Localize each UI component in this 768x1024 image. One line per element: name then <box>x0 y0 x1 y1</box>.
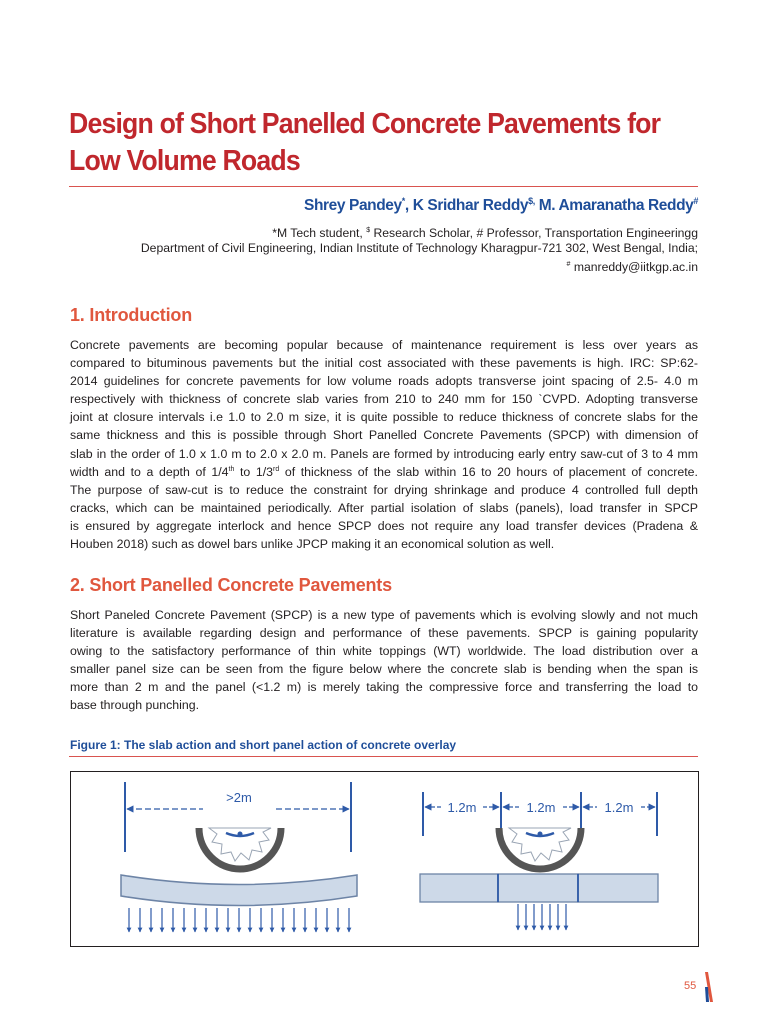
text-line: same thickness and this is possible through Short Panelled Concrete Pavements (SPCP) with dimension of <box>70 428 698 443</box>
title-underline <box>69 186 698 187</box>
paper-title <box>69 106 661 180</box>
text-line: Short Paneled Concrete Pavement (SPCP) is a new type of pavements which is evolving slowly and not much <box>70 608 698 622</box>
caption-underline <box>69 756 698 757</box>
email-mark: # <box>566 261 571 268</box>
left-wheel-centre <box>238 832 243 837</box>
slab-action-diagram <box>71 772 698 946</box>
ordinal-suffix: rd <box>273 465 280 473</box>
affiliation-roles-mark: $ <box>366 227 371 234</box>
figure-1 <box>70 771 699 947</box>
left-span-label: >2m <box>226 790 252 805</box>
text-line: slab in the order of 1.0 x 1.0 m to 2.0 x 2.0 m. Panels are formed by introducing early entry saw-cut of 3 to 4 mm <box>70 446 698 461</box>
left-slab-panel <box>121 782 357 932</box>
author-1: Shrey Pandey <box>304 197 402 215</box>
text-line: base through punching. <box>70 698 200 713</box>
text-fragment: of thickness of the slab within 16 to 20 hours of placement of concrete. <box>279 464 698 479</box>
section-1-heading: 1. Introduction <box>70 305 192 325</box>
text-line: more than 2 m and the panel (<1.2 m) is merely taking the compressive force and transferring the load to <box>70 680 698 695</box>
affiliation-department: Department of Civil Engineering, Indian Institute of Technology Kharagpur-721 302, West Bengal, India; <box>140 241 698 255</box>
section-2-heading: 2. Short Panelled Concrete Pavements <box>70 575 392 595</box>
right-reaction-arrows <box>518 904 566 930</box>
affiliation-email <box>38 256 698 276</box>
section-2-paragraph <box>70 606 698 715</box>
text-line: respectively with thickness of concrete slab varies from 210 to 240 mm for 150 `CVPD. Adopting transverse <box>70 392 698 407</box>
author-1-mark: * <box>401 196 405 206</box>
text-line: literature is available regarding design and performance of these pavements. SPCP is gaining popularity <box>70 626 698 641</box>
text-line: The purpose of saw-cut is to reduce the constraint for drying shrinkage and produce 4 controlled full depth <box>70 482 698 497</box>
text-line <box>70 463 698 481</box>
panel-2-label: 1.2m <box>526 800 556 815</box>
text-line: Houben 2018) such as dowel bars unlike JPCP making it an economical solution as well. <box>70 537 555 552</box>
text-line: owing to the satisfactory performance of thin white toppings (WT) worldwide. The load distribution over a <box>70 644 698 659</box>
right-panel-diagram <box>420 792 658 930</box>
panel-3-label: 1.2m <box>604 800 634 815</box>
short-panel-3 <box>578 874 658 902</box>
page-corner-mark <box>704 972 714 1002</box>
right-wheel-centre <box>538 832 543 837</box>
bending-slab <box>121 875 357 906</box>
left-reaction-arrows <box>129 908 349 932</box>
text-line: Concrete pavements are becoming popular because of maintenance requirement is less over years as <box>70 338 698 352</box>
author-2-mark: $, <box>528 196 535 206</box>
section-1-paragraph <box>70 336 698 553</box>
text-line: cracks, which can be maintained periodically. After partial isolation of slabs (panels), load transfer in SPCP <box>70 500 698 515</box>
affiliation-roles-a: *M Tech student, <box>272 226 367 241</box>
text-line: joint at closure intervals i.e 1.0 to 2.0 m size, it is quite possible to reduce thickness of concrete slabs for the <box>70 410 698 425</box>
affiliation-roles-b: Research Scholar, # Professor, Transportation Engineeringg <box>370 226 698 241</box>
panel-1-label: 1.2m <box>447 800 477 815</box>
text-line: compared to bituminous pavements but the initial cost associated with these pavements is high. IRC: SP:62- <box>70 356 698 371</box>
paper-title-line-1: Design of Short Panelled Concrete Pavements for <box>69 108 661 140</box>
short-panel-2 <box>498 874 578 902</box>
author-3-mark: # <box>693 196 698 206</box>
author-2: , K Sridhar Reddy <box>404 197 529 215</box>
text-fragment: to 1/3 <box>234 464 274 479</box>
text-line: is ensured by aggregate interlock and hence SPCP does not require any load transfer devices (Pradena & <box>70 518 698 533</box>
text-line: 2014 guidelines for concrete pavements for low volume roads adopts transverse joint spacing of 2.5- 4.0 m <box>70 374 698 389</box>
text-line: smaller panel size can be seen from the figure below where the concrete slab is bending when the span is <box>70 662 698 677</box>
author-list <box>304 196 698 215</box>
page-number: 55 <box>684 980 697 992</box>
email-address[interactable]: manreddy@iitkgp.ac.in <box>570 260 698 275</box>
figure-caption: Figure 1: The slab action and short panel action of concrete overlay <box>70 738 457 752</box>
short-panel-1 <box>420 874 498 902</box>
text-fragment: width and to a depth of 1/4 <box>70 464 229 479</box>
author-3: M. Amaranatha Reddy <box>534 197 694 215</box>
ordinal-suffix: th <box>228 465 235 473</box>
paper-title-line-2: Low Volume Roads <box>69 145 300 177</box>
